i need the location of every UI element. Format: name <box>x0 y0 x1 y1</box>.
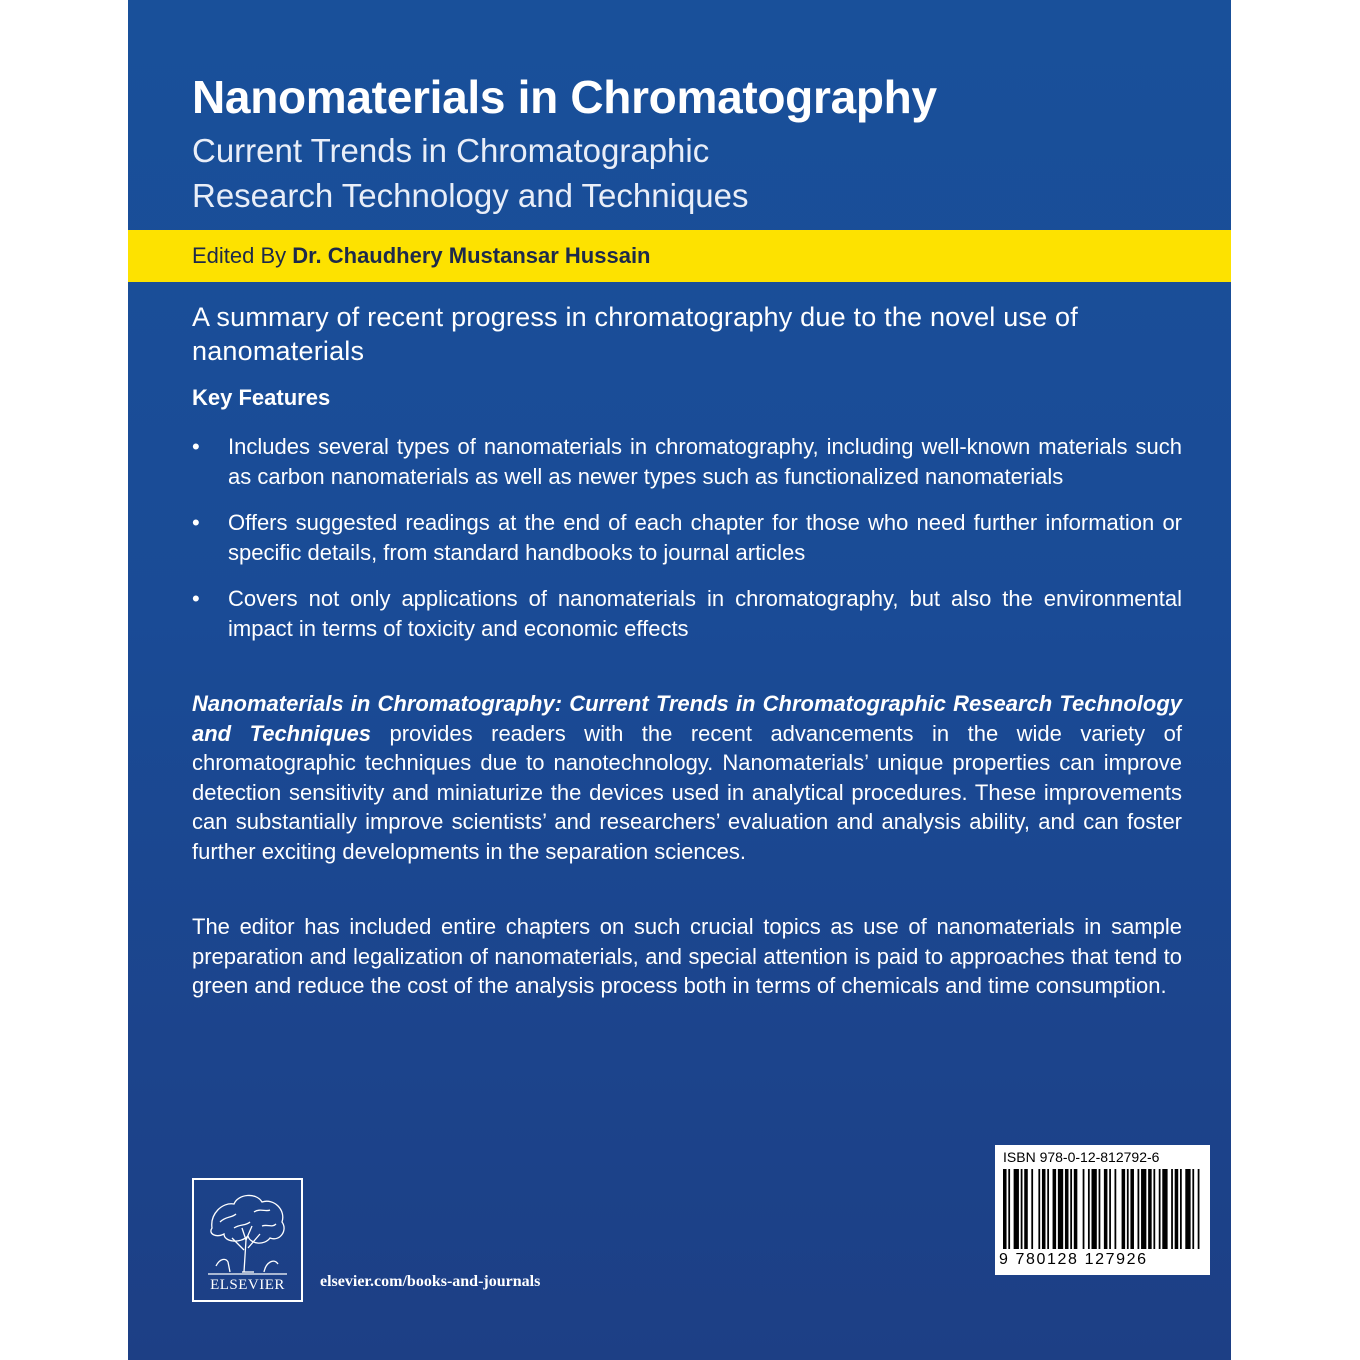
barcode-bar <box>1083 1169 1085 1249</box>
barcode-bar <box>1092 1169 1097 1249</box>
feature-item <box>192 432 1182 491</box>
barcode-bar <box>1198 1169 1200 1249</box>
description-book-title: Nanomaterials in Chromatography: Current Trends in Chromatographic Research Technology and Techniques <box>192 691 1182 746</box>
barcode-bar <box>1192 1169 1194 1249</box>
barcode-bar <box>1141 1169 1146 1249</box>
barcode-bar <box>1180 1169 1182 1249</box>
barcode-bar <box>1099 1169 1101 1249</box>
barcode-bar <box>1008 1169 1010 1249</box>
barcode-bar <box>1148 1169 1152 1249</box>
key-features-list <box>192 432 1182 660</box>
barcode-bar <box>1159 1169 1161 1249</box>
barcode-bar <box>1153 1169 1155 1249</box>
bullet-icon: • <box>192 510 200 535</box>
elsevier-logo-text: ELSEVIER <box>210 1277 285 1293</box>
barcode-bar <box>1088 1169 1090 1249</box>
key-features-heading: Key Features <box>192 385 331 410</box>
bullet-icon: • <box>192 586 200 611</box>
barcode-bar <box>1175 1169 1179 1249</box>
barcode-bar <box>1003 1169 1007 1249</box>
editor-name: Dr. Chaudhery Mustansar Hussain <box>292 243 651 268</box>
back-cover <box>128 0 1231 1360</box>
barcode-bar <box>1024 1169 1028 1249</box>
barcode-bar <box>1074 1169 1078 1249</box>
subtitle-line-2: Research Technology and Techniques <box>192 177 749 214</box>
barcode-bar <box>1021 1169 1023 1249</box>
book-subtitle <box>192 128 1092 218</box>
feature-item <box>192 584 1182 643</box>
description-paragraph <box>192 689 1182 866</box>
editor-banner <box>128 230 1231 282</box>
publisher-url: elsevier.com/books-and-journals <box>320 1273 541 1290</box>
isbn-label: ISBN 978-0-12-812792-6 <box>1003 1149 1160 1165</box>
barcode-bar <box>1038 1169 1040 1249</box>
barcode-bar <box>1130 1169 1134 1249</box>
barcode-digits: 9 780128 127926 <box>999 1251 1148 1268</box>
barcode-bar <box>1122 1169 1126 1249</box>
barcode-bar <box>1065 1169 1069 1249</box>
summary-text: A summary of recent progress in chromatography due to the novel use of nanomaterials <box>192 302 1078 366</box>
book-title: Nanomaterials in Chromatography <box>192 71 937 123</box>
feature-item <box>192 508 1182 567</box>
barcode-bar <box>1115 1169 1117 1249</box>
barcode-bar <box>1127 1169 1129 1249</box>
barcode-bar <box>1053 1169 1057 1249</box>
bullet-icon: • <box>192 434 200 459</box>
barcode-bar <box>1138 1169 1140 1249</box>
barcode-bar <box>1104 1169 1108 1249</box>
isbn-barcode <box>1003 1169 1203 1249</box>
barcode-bar <box>1031 1169 1033 1249</box>
elsevier-tree-logo-icon <box>204 1188 291 1276</box>
barcode-bar <box>1185 1169 1190 1249</box>
feature-text: Offers suggested readings at the end of each chapter for those who need further information or specific details, from standard handbooks to journal articles <box>228 510 1182 565</box>
editor-note-paragraph: The editor has included entire chapters on such crucial topics as use of nanomaterials in sample preparation and legalization of nanomaterials, and special attention is paid to approaches that tend to green and reduce the cost of the analysis process both in terms of chemicals and time consumption. <box>192 914 1182 998</box>
description-body: provides readers with the recent advancements in the wide variety of chromatographic techniques due to nanotechnology. Nanomaterials’ unique properties can improve detection sensitivity and miniaturize the devices used in analytical procedures. These improvements can substantially improve scientists’ and researchers’ evaluation and analysis ability, and can foster further exciting developments in the separation sciences. <box>192 720 1182 864</box>
barcode-bar <box>1070 1169 1072 1249</box>
barcode-bar <box>1042 1169 1046 1249</box>
subtitle-line-1: Current Trends in Chromatographic <box>192 132 710 169</box>
isbn-barcode-box <box>995 1145 1210 1275</box>
feature-text: Covers not only applications of nanomaterials in chromatography, but also the environmental impact in terms of toxicity and economic effects <box>228 586 1182 641</box>
barcode-bar <box>1014 1169 1019 1249</box>
feature-text: Includes several types of nanomaterials in chromatography, including well-known materials such as carbon nanomaterials as well as newer types such as functionalized nanomaterials <box>228 434 1182 489</box>
barcode-bar <box>1162 1169 1167 1249</box>
elsevier-logo <box>192 1178 303 1302</box>
barcode-bar <box>1171 1169 1173 1249</box>
editor-prefix: Edited By <box>192 243 293 268</box>
barcode-bar <box>1058 1169 1063 1249</box>
barcode-bar <box>1047 1169 1049 1249</box>
barcode-bar <box>1109 1169 1111 1249</box>
